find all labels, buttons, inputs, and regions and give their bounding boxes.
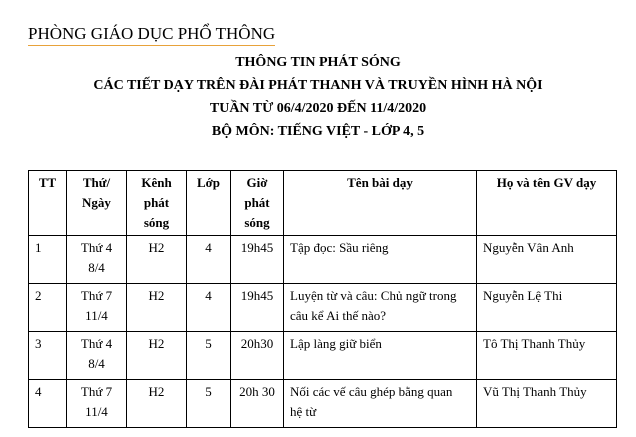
cell-grade: 4	[187, 236, 231, 284]
header-lesson: Tên bài dạy	[284, 171, 477, 236]
table-row	[29, 236, 617, 284]
document-title-block	[0, 51, 636, 143]
table-row	[29, 284, 617, 332]
cell-lesson: Nối các vế câu ghép bằng quan hệ từ	[284, 380, 477, 428]
cell-channel: H2	[127, 236, 187, 284]
cell-tt: 2	[29, 284, 67, 332]
broadcast-schedule-table	[28, 170, 617, 428]
table-header-row	[29, 171, 617, 236]
title-line-subject: BỘ MÔN: TIẾNG VIỆT - LỚP 4, 5	[211, 124, 425, 139]
table-row	[29, 332, 617, 380]
cell-tt: 1	[29, 236, 67, 284]
cell-teacher: Nguyễn Lệ Thi	[477, 284, 617, 332]
header-time: Giờ phát sóng	[231, 171, 284, 236]
cell-channel: H2	[127, 284, 187, 332]
cell-grade: 5	[187, 380, 231, 428]
cell-teacher: Nguyễn Vân Anh	[477, 236, 617, 284]
header-tt: TT	[29, 171, 67, 236]
cell-day: Thứ 7 11/4	[67, 284, 127, 332]
cell-time: 20h30	[231, 332, 284, 380]
title-line-week: TUẦN TỪ 06/4/2020 ĐẾN 11/4/2020	[209, 101, 427, 116]
cell-lesson: Luyện từ và câu: Chủ ngữ trong câu kể Ai thế nào?	[284, 284, 477, 332]
cell-channel: H2	[127, 332, 187, 380]
header-day: Thứ/ Ngày	[67, 171, 127, 236]
cell-time: 20h 30	[231, 380, 284, 428]
cell-day: Thứ 4 8/4	[67, 332, 127, 380]
title-line-broadcast-info: THÔNG TIN PHÁT SÓNG	[235, 55, 401, 70]
table-row	[29, 380, 617, 428]
cell-time: 19h45	[231, 284, 284, 332]
header-channel: Kênh phát sóng	[127, 171, 187, 236]
department-heading: PHÒNG GIÁO DỤC PHỔ THÔNG	[28, 24, 275, 46]
cell-lesson: Lập làng giữ biển	[284, 332, 477, 380]
title-line-lessons: CÁC TIẾT DẠY TRÊN ĐÀI PHÁT THANH VÀ TRUYỀN HÌNH HÀ NỘI	[93, 78, 543, 93]
cell-lesson: Tập đọc: Sầu riêng	[284, 236, 477, 284]
cell-tt: 4	[29, 380, 67, 428]
cell-grade: 5	[187, 332, 231, 380]
cell-day: Thứ 4 8/4	[67, 236, 127, 284]
cell-day: Thứ 7 11/4	[67, 380, 127, 428]
header-grade: Lớp	[187, 171, 231, 236]
cell-grade: 4	[187, 284, 231, 332]
cell-teacher: Tô Thị Thanh Thủy	[477, 332, 617, 380]
cell-tt: 3	[29, 332, 67, 380]
cell-channel: H2	[127, 380, 187, 428]
cell-time: 19h45	[231, 236, 284, 284]
cell-teacher: Vũ Thị Thanh Thủy	[477, 380, 617, 428]
header-teacher: Họ và tên GV dạy	[477, 171, 617, 236]
